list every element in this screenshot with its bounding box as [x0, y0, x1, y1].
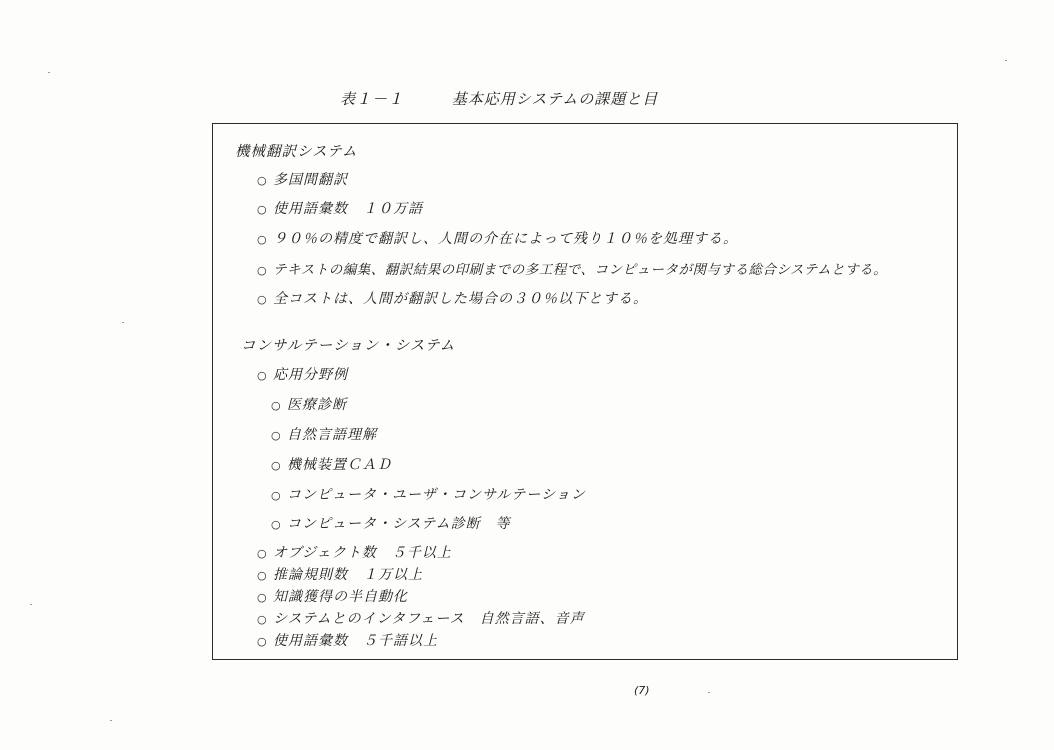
field-item: ○ コンピュータ・ユーザ・コンサルテーション — [271, 487, 586, 503]
scan-speck — [110, 720, 112, 721]
list-item: ○ テキストの編集、翻訳結果の印刷までの多工程で、コンピュータが関与する総合システムとする。 — [257, 262, 888, 278]
list-item: ○ ９０％の精度で翻訳し、人間の介在によって残り１０％を処理する。 — [257, 231, 738, 247]
field-item: ○ コンピュータ・システム診断 等 — [271, 516, 511, 532]
content-box — [212, 123, 958, 660]
table-title: 基本応用システムの課題と目 — [451, 90, 659, 108]
spec-item: ○ システムとのインタフェース 自然言語、音声 — [257, 611, 585, 627]
scan-speck — [48, 72, 50, 73]
spec-item: ○ オブジェクト数 ５千以上 — [257, 545, 452, 561]
field-item: ○ 自然言語理解 — [271, 427, 377, 443]
page-number: (7) — [634, 684, 650, 697]
scan-speck — [122, 322, 124, 323]
field-item: ○ 医療診断 — [271, 397, 347, 413]
scan-speck — [1005, 60, 1007, 61]
spec-item: ○ 知識獲得の半自動化 — [257, 589, 408, 605]
list-item: ○ 全コストは、人間が翻訳した場合の３０％以下とする。 — [257, 291, 648, 307]
table-number: 表１－１ — [340, 90, 405, 108]
list-item: ○ 応用分野例 — [257, 367, 348, 383]
scan-speck — [30, 604, 32, 605]
table-caption — [340, 88, 658, 109]
list-item: ○ 多国間翻訳 — [257, 172, 348, 188]
field-item: ○ 機械装置ＣＡＤ — [271, 457, 392, 473]
section-heading-consultation-system: コンサルテーション・システム — [241, 338, 456, 354]
scan-speck — [708, 692, 710, 693]
section-heading-machine-translation: 機械翻訳システム — [235, 144, 358, 160]
spec-item: ○ 使用語彙数 ５千語以上 — [257, 633, 438, 649]
list-item: ○ 使用語彙数 １０万語 — [257, 201, 423, 217]
spec-item: ○ 推論規則数 １万以上 — [257, 567, 423, 583]
